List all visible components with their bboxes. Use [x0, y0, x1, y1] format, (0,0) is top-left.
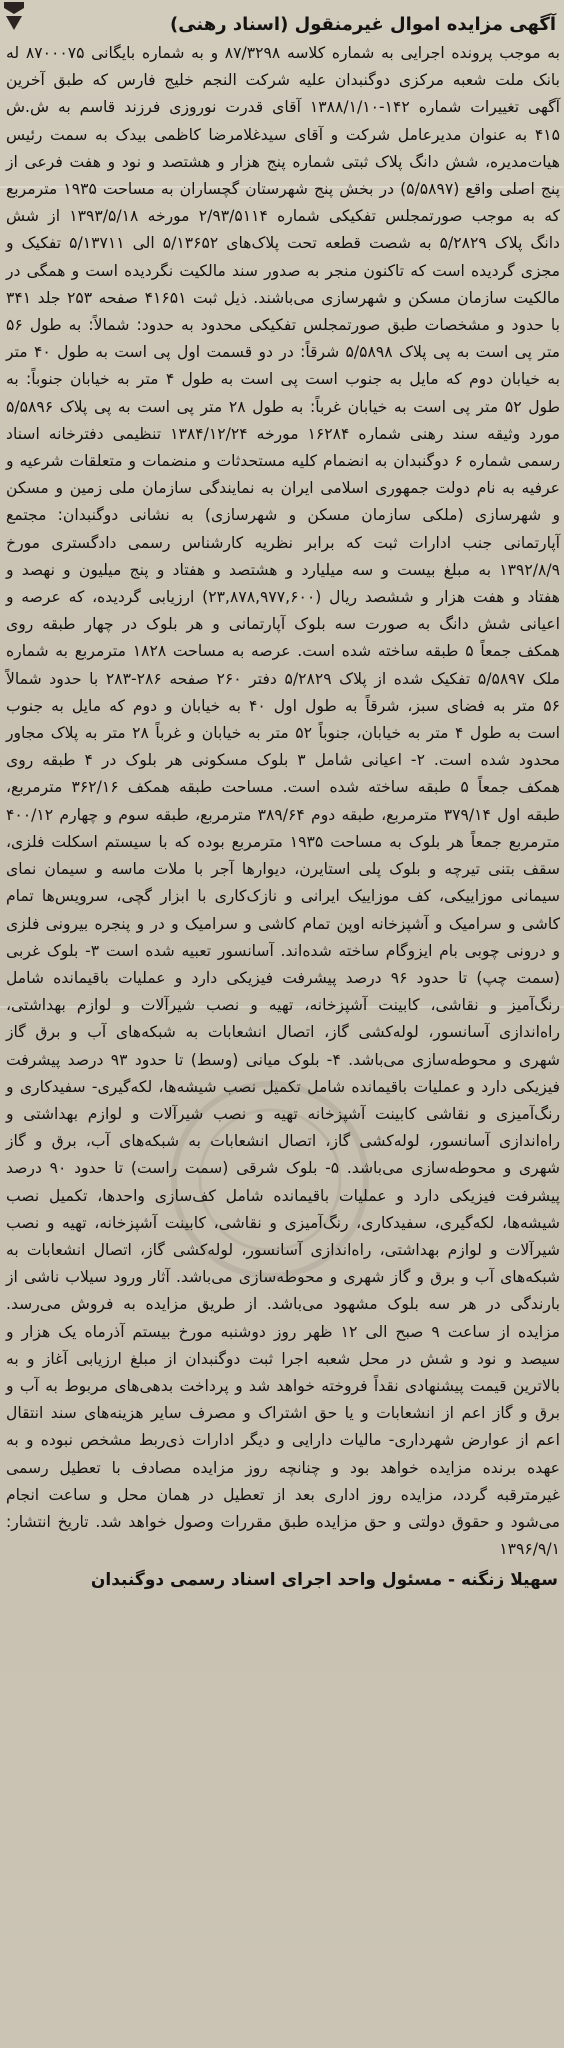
notice-title: آگهی مزایده اموال غیرمنقول (اسناد رهنی)	[169, 14, 556, 35]
auction-notice	[6, 10, 560, 1595]
notice-signature: سهیلا زنگنه - مسئول واحد اجرای اسناد رسمی دوگنبدان	[90, 1570, 558, 1591]
notice-body: به موجب پرونده اجرایی به شماره کلاسه ۸۷/۳۲۹۸ و به شماره بایگانی ۸۷۰۰۰۷۵ له بانک ملت شعبه مرکزی دوگنبدان علیه شرکت النجم خلیج فارس که طبق آخرین آگهی تغییرات شماره ۱۴۲-۱۳۸۸/۱/۱۰ آقای قدرت نوروزی فرزند قاسم به ش.ش ۴۱۵ به عنوان مدیرعامل شرکت و آقای سیدغلامرضا کاظمی بیدک به سمت رئیس هیات‌مدیره، شش دانگ پلاک ثبتی شماره پنج هزار و هشتصد و نود و هفت فرعی از پنج اصلی واقع (۵/۵۸۹۷) در بخش پنج شهرستان گچساران به مساحت ۱۹۳۵ مترمربع که به موجب صورتمجلس تفکیکی شماره ۲/۹۳/۵۱۱۴ مورخه ۱۳۹۳/۵/۱۸ از شش دانگ پلاک ۵/۲۸۲۹ به شصت قطعه تحت پلاک‌های ۵/۱۳۶۵۲ الی ۵/۱۳۷۱۱ تفکیک و مجزی گردیده است که تاکنون منجر به صدور سند مالکیت نگردیده است و همگی در مالکیت سازمان مسکن و شهرسازی می‌باشند. ذیل ثبت ۴۱۶۵۱ صفحه ۲۵۳ جلد ۳۴۱ با حدود و مشخصات طبق صورتمجلس تفکیکی محدود به حدود: شمالاً: به طول ۵۶ متر پی است به پی پلاک ۵/۵۸۹۸ شرقاً: در دو قسمت اول پی است به طول ۴۰ متر به خیابان دوم که مایل به جنوب است پی است به طول ۴ متر به خیابان جنوباً: به طول ۵۲ متر پی است به خیابان غرباً: به طول ۲۸ متر پی است به پی پلاک ۵/۵۸۹۶ مورد وثیقه سند رهنی شماره ۱۶۲۸۴ مورخه ۱۳۸۴/۱۲/۲۴ تنظیمی دفترخانه اسناد رسمی شماره ۶ دوگنبدان به انضمام کلیه مستحدثات و منضمات و متعلقات شرعیه و عرفیه به نام دولت جمهوری اسلامی ایران به نمایندگی سازمان ملی زمین و مسکن و شهرسازی (ملکی سازمان مسکن و شهرسازی) به نشانی دوگنبدان: مجتمع آپارتمانی جنب ادارات ثبت که برابر نظریه کارشناس رسمی دادگستری مورخ ۱۳۹۲/۸/۹ به مبلغ بیست و سه میلیارد و هشتصد و هفتاد و پنج میلیون و نهصد و هفتاد و هفت هزار و ششصد ریال (۲۳,۸۷۸,۹۷۷,۶۰۰) ارزیابی گردیده، که عرصه و اعیانی شش دانگ به صورت سه بلوک آپارتمانی و هر بلوک در چهار طبقه روی همکف جمعاً ۵ طبقه ساخته شده است. عرصه به مساحت ۱۸۲۸ مترمربع به شماره ملک ۵/۵۸۹۷ تفکیک شده از پلاک ۵/۲۸۲۹ دفتر ۲۶۰ صفحه ۲۸۶-۲۸۳ با حدود شمالاً ۵۶ متر به فضای سبز، شرقاً به طول اول ۴۰ به خیابان و دوم که مایل به جنوب است به طول ۴ متر به خیابان، جنوباً ۵۲ متر به خیابان و غرباً ۲۸ متر به پلاک مجاور محدود شده است. ۲- اعیانی شامل ۳ بلوک مسکونی هر بلوک در ۴ طبقه روی همکف جمعاً ۵ طبقه ساخته شده است. مساحت طبقه همکف ۳۶۲/۱۶ مترمربع، طبقه اول ۳۷۹/۱۴ مترمربع، طبقه دوم ۳۸۹/۶۴ مترمربع، طبقه سوم و چهارم ۴۰۰/۱۲ مترمربع جمعاً هر بلوک به مساحت ۱۹۳۵ مترمربع بوده که با سیستم اسکلت فلزی، سقف بتنی تیرچه و بلوک پلی استایرن، دیوارها آجر با ملات ماسه و سیمان نمای سیمانی موزاییکی، کف موزاییک ایرانی و نازک‌کاری با ابزار گچی، سرویس‌ها تمام کاشی و سرامیک و آشپزخانه اوپن تمام کاشی و سرامیک و در و پنجره بیرونی فلزی و درونی چوبی بام ایزوگام ساخته شده‌اند. آسانسور تعبیه شده است ۳- بلوک غربی (سمت چپ) تا حدود ۹۶ درصد پیشرفت فیزیکی دارد و عملیات باقیمانده شامل رنگ‌آمیز و نقاشی، کابینت آشپزخانه، تهیه و نصب شیرآلات و لوازم بهداشتی، راه‌اندازی آسانسور، لوله‌کشی گاز، اتصال انشعابات به شبکه‌های آب و برق گاز شهری و محوطه‌سازی می‌باشد. ۴- بلوک میانی (وسط) تا حدود ۹۳ درصد پیشرفت فیزیکی دارد و عملیات باقیمانده شامل تکمیل نصب شیشه‌ها، لکه‌گیری- سفیدکاری و رنگ‌آمیزی و نقاشی کابینت آشپزخانه تهیه و نصب شیرآلات و لوازم بهداشتی و راه‌اندازی آسانسور، لوله‌کشی گاز، اتصال انشعابات به شبکه‌های آب، برق و گاز شهری و محوطه‌سازی می‌باشد. ۵- بلوک شرقی (سمت راست) تا حدود ۹۰ درصد پیشرفت فیزیکی دارد و عملیات باقیمانده شامل کف‌سازی واحدها، تکمیل نصب شیشه‌ها، لکه‌گیری، سفیدکاری، رنگ‌آمیزی و نقاشی، کابینت آشپزخانه، تهیه و نصب شیرآلات و لوازم بهداشتی، راه‌اندازی آسانسور، لوله‌کشی گاز، اتصال انشعابات به شبکه‌های آب و برق و گاز شهری و محوطه‌سازی می‌باشد. آثار ورود سیلاب ناشی از بارندگی در هر سه بلوک مشهود می‌باشد. از طریق مزایده به فروش می‌رسد. مزایده از ساعت ۹ صبح الی ۱۲ ظهر روز دوشنبه مورخ بیستم آذرماه یک هزار و سیصد و نود و شش در محل شعبه اجرا ثبت دوگنبدان از مبلغ ارزیابی آغاز و به بالاترین قیمت پیشنهادی نقداً فروخته خواهد شد و پرداخت بدهی‌های مربوط به آب و برق و گاز اعم از انشعابات و یا حق اشتراک و مصرف سایر هزینه‌های سند انتقال اعم از عوارض شهرداری- مالیات دارایی و دیگر ادارات ذی‌ربط مشخص نبوده و به عهده برنده مزایده خواهد بود و چنانچه روز مزایده مصادف با تعطیل رسمی غیرمترقبه گردد، مزایده روز اداری بعد از تعطیل در همان محل و ساعت انجام می‌شود و حقوق دولتی و حق مزایده طبق مقررات وصول خواهد شد. تاریخ انتشار: ۱۳۹۶/۹/۱	[6, 44, 561, 1559]
